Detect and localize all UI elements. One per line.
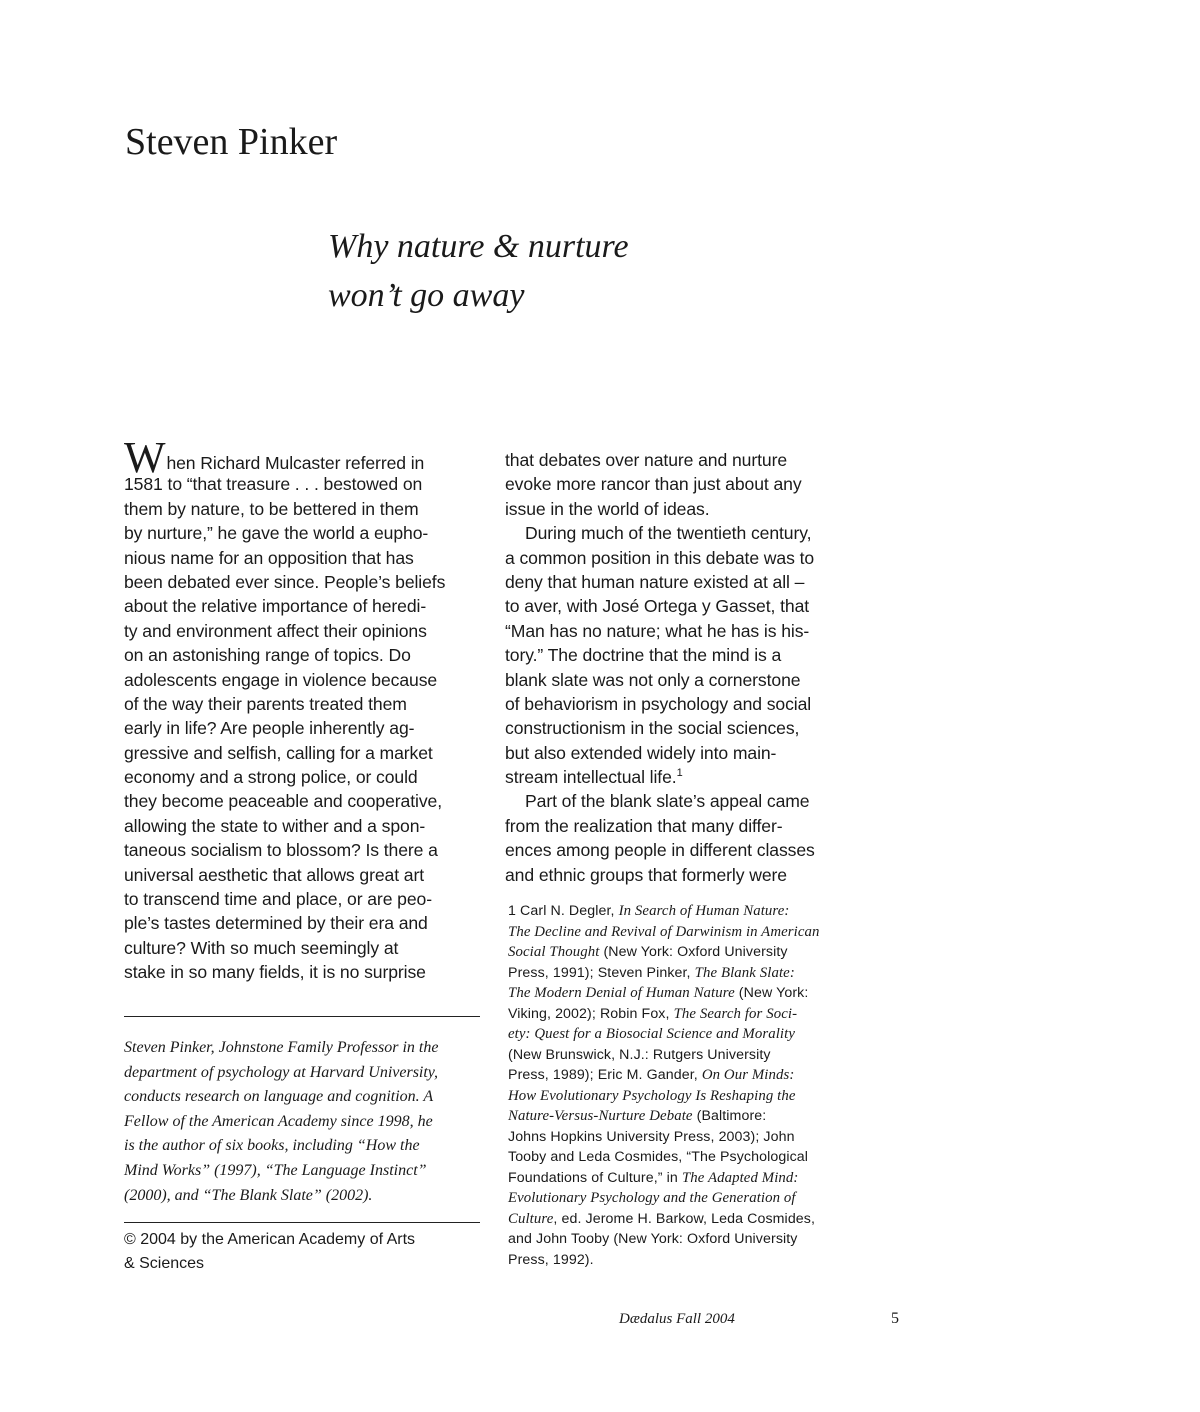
bio-line: Mind Works” (1997), “The Language Instinct”: [124, 1161, 427, 1179]
footnote-line: Johns Hopkins University Press, 2003); John: [508, 1128, 795, 1145]
body-line: [124, 433, 484, 482]
footnote-text: (Baltimore:: [692, 1108, 767, 1124]
footnote-title: ety: Quest for a Biosocial Science and Morality: [508, 1026, 796, 1042]
body-line: of behaviorism in psychology and social: [505, 693, 812, 714]
body-line: of the way their parents treated them: [124, 693, 407, 714]
body-line: ty and environment affect their opinions: [124, 620, 427, 641]
copyright-line: © 2004 by the American Academy of Arts: [124, 1231, 416, 1248]
footnote-line: Tooby and Leda Cosmides, “The Psychological: [508, 1149, 809, 1165]
author-name: Steven Pinker: [125, 121, 338, 163]
page-number: 5: [891, 1310, 899, 1327]
body-line: to transcend time and place, or are peo-: [124, 889, 432, 910]
bio-line: Steven Pinker, Johnstone Family Professor in the: [124, 1039, 439, 1056]
footnote-line: [508, 1106, 873, 1127]
body-line-text: stream intellectual life.: [505, 767, 677, 788]
footnote-text: (New York:: [734, 985, 809, 1001]
body-line: ences among people in different classes: [505, 840, 815, 861]
footnote-line: and John Tooby (New York: Oxford University: [508, 1231, 798, 1247]
body-line: tory.” The doctrine that the mind is a: [505, 645, 782, 666]
copyright-divider: [124, 1222, 480, 1223]
body-line: and ethnic groups that formerly were: [505, 864, 787, 885]
footnote-line: [508, 942, 873, 963]
footnote-title: How Evolutionary Psychology Is Reshaping the: [508, 1087, 796, 1104]
body-line: culture? With so much seemingly at: [124, 937, 399, 958]
footnote-reference[interactable]: 1: [676, 767, 683, 780]
body-line-text: hen Richard Mulcaster referred in: [166, 453, 425, 473]
footnote-title: On Our Minds:: [701, 1067, 795, 1083]
body-line-paragraph-start: Part of the blank slate’s appeal came: [525, 791, 810, 812]
title-line-2: won’t go away: [328, 277, 525, 314]
bio-line: Fellow of the American Academy since 1998, he: [124, 1112, 433, 1130]
body-line: that debates over nature and nurture: [505, 450, 788, 470]
body-line: ple’s tastes determined by their era and: [124, 913, 428, 934]
body-line: [505, 765, 870, 789]
footnote-line: [508, 1168, 873, 1189]
footnote-title: In Search of Human Nature:: [618, 903, 790, 919]
body-line: on an astonishing range of topics. Do: [124, 645, 411, 666]
footnote-text: Press, 1989); Eric M. Gander,: [508, 1067, 702, 1083]
body-line: about the relative importance of heredi-: [124, 596, 427, 617]
body-line: them by nature, to be bettered in them: [124, 498, 419, 519]
footnote-text: Press, 1991); Steven Pinker,: [508, 964, 695, 981]
article-title: [328, 222, 629, 320]
footnote-line: (New Brunswick, N.J.: Rutgers University: [508, 1046, 771, 1063]
footnote-line: [508, 1188, 873, 1209]
footnote-line: [508, 922, 873, 943]
body-line: been debated ever since. People’s beliefs: [124, 571, 446, 592]
author-bio: [124, 1036, 484, 1208]
body-line: constructionism in the social sciences,: [505, 718, 800, 739]
footnote-text: , ed. Jerome H. Barkow, Leda Cosmides,: [553, 1210, 816, 1227]
footnote-title: The Modern Denial of Human Nature: [508, 985, 735, 1001]
body-line: gressive and selfish, calling for a market: [124, 742, 433, 763]
body-line: blank slate was not only a cornerstone: [505, 669, 801, 690]
footnote-title: Culture: [508, 1210, 554, 1227]
body-line: universal aesthetic that allows great art: [124, 864, 425, 885]
footnote-line: [508, 1004, 873, 1025]
footnote-line: [508, 963, 873, 984]
bio-line: is the author of six books, including “How the: [124, 1137, 420, 1155]
footnote-title: Evolutionary Psychology and the Generation of: [508, 1190, 796, 1206]
footnote-text: Foundations of Culture,” in: [508, 1169, 682, 1186]
footnote-text: 1 Carl N. Degler,: [508, 903, 619, 919]
body-line: early in life? Are people inherently ag-: [124, 718, 415, 739]
body-line: nious name for an opposition that has: [124, 547, 414, 568]
footnote-line: [508, 1086, 873, 1107]
body-column-left: [124, 433, 484, 985]
body-line: stake in so many fields, it is no surprise: [124, 962, 426, 983]
body-line-paragraph-start: During much of the twentieth century,: [525, 523, 812, 544]
bio-line: conducts research on language and cognition. A: [124, 1088, 434, 1106]
footnote-title: The Adapted Mind:: [681, 1169, 799, 1186]
body-line: adolescents engage in violence because: [124, 669, 438, 690]
body-line: issue in the world of ideas.: [505, 498, 710, 519]
footnote-title: Nature-Versus-Nurture Debate: [508, 1108, 693, 1124]
footnote-title: The Decline and Revival of Darwinism in American: [508, 923, 820, 940]
copyright-line: & Sciences: [124, 1255, 205, 1273]
body-line: evoke more rancor than just about any: [505, 474, 802, 495]
drop-cap: W: [124, 433, 166, 482]
footnote-title: Social Thought: [508, 944, 600, 960]
body-line: economy and a strong police, or could: [124, 767, 418, 788]
footnote-line: [508, 901, 873, 922]
journal-running-foot: Dædalus Fall 2004: [619, 1311, 735, 1327]
body-line: from the realization that many differ-: [505, 815, 783, 836]
body-line: allowing the state to wither and a spon-: [124, 815, 426, 836]
footnote-line: [508, 1065, 873, 1086]
body-line: a common position in this debate was to: [505, 547, 815, 568]
footnote-line: [508, 1209, 873, 1230]
body-line: deny that human nature existed at all –: [505, 571, 805, 592]
title-line-1: Why nature & nurture: [328, 228, 629, 265]
body-line: by nurture,” he gave the world a eupho-: [124, 523, 429, 544]
body-line: they become peaceable and cooperative,: [124, 791, 442, 812]
copyright-notice: [124, 1228, 484, 1277]
body-line: to aver, with José Ortega y Gasset, that: [505, 596, 810, 617]
body-column-right: [505, 448, 870, 887]
bio-line: (2000), and “The Blank Slate” (2002).: [124, 1186, 373, 1204]
footnote-line: [508, 983, 873, 1004]
body-line: taneous socialism to blossom? Is there a: [124, 840, 438, 861]
bio-line: department of psychology at Harvard University,: [124, 1063, 439, 1081]
footnote-1: [508, 901, 873, 1270]
footnote-text: Viking, 2002); Robin Fox,: [508, 1005, 674, 1022]
footnote-text: (New York: Oxford University: [599, 944, 788, 960]
footnote-title: The Search for Soci-: [673, 1005, 798, 1022]
footnote-title: The Blank Slate:: [694, 964, 795, 981]
bio-divider: [124, 1016, 480, 1017]
footnote-line: Press, 1992).: [508, 1251, 594, 1268]
footnote-line: [508, 1024, 873, 1045]
body-line: 1581 to “that treasure . . . bestowed on: [124, 474, 423, 495]
body-line: but also extended widely into main-: [505, 742, 777, 763]
body-line: “Man has no nature; what he has is his-: [505, 620, 810, 641]
